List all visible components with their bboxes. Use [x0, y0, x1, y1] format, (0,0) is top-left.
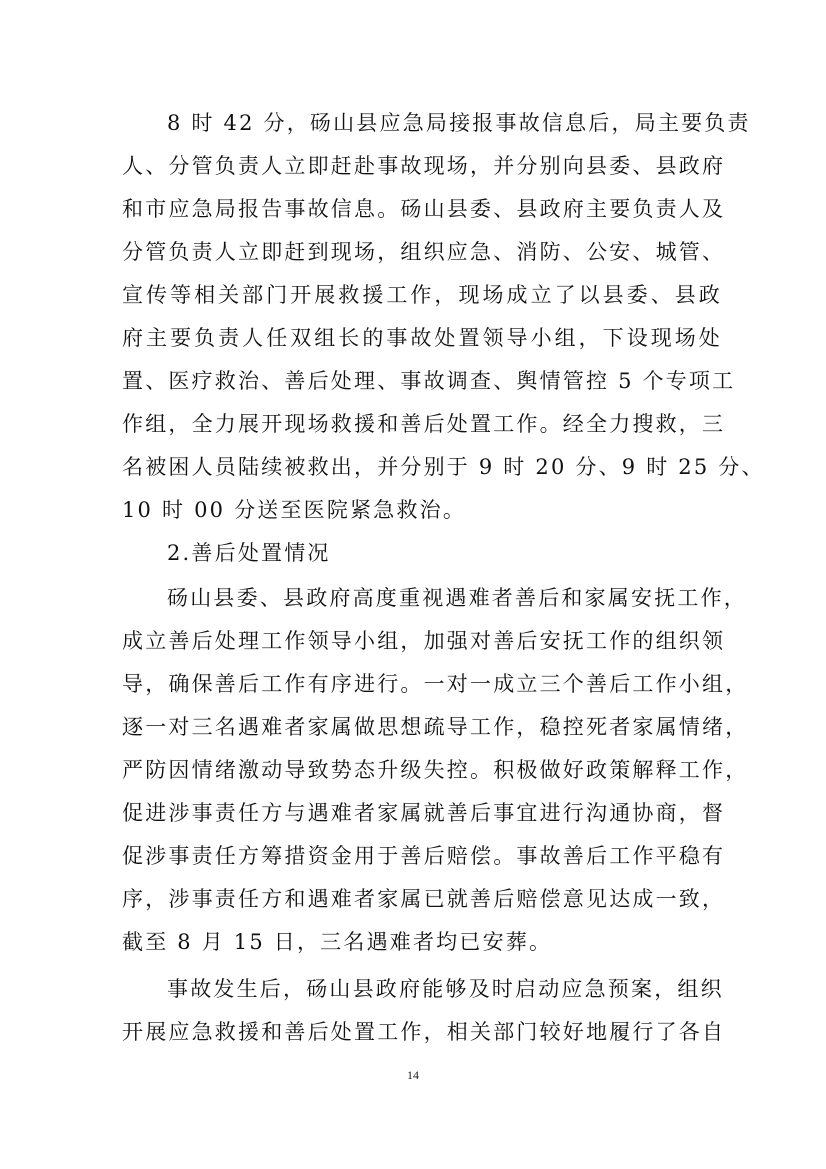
paragraph-2-line-2: 成立善后处理工作领导小组，加强对善后安抚工作的组织领 [122, 629, 726, 653]
paragraph-2-line-9: 截至 8 月 15 日，三名遇难者均已安葬。 [122, 930, 553, 954]
paragraph-2-line-3: 导，确保善后工作有序进行。一对一成立三个善后工作小组， [122, 672, 749, 696]
paragraph-2-line-6: 促进涉事责任方与遇难者家属就善后事宜进行沟通协商，督 [122, 801, 726, 825]
paragraph-1-line-9: 名被困人员陆续被救出，并分别于 9 时 20 分、9 时 25 分、 [122, 455, 765, 479]
paragraph-1-line-8: 作组，全力展开现场救援和善后处置工作。经全力搜救，三 [122, 412, 726, 436]
paragraph-1-line-2: 人、分管负责人立即赶赴事故现场，并分别向县委、县政府 [122, 154, 726, 178]
paragraph-1-line-1: 8 时 42 分，砀山县应急局接报事故信息后，局主要负责 [167, 111, 751, 135]
paragraph-2-line-8: 序，涉事责任方和遇难者家属已就善后赔偿意见达成一致， [122, 887, 726, 911]
paragraph-1-line-7: 置、医疗救治、善后处理、事故调查、舆情管控 5 个专项工 [122, 369, 736, 393]
page-number: 14 [407, 1068, 419, 1082]
paragraph-2-line-4: 逐一对三名遇难者家属做思想疏导工作，稳控死者家属情绪， [122, 715, 749, 739]
paragraph-1-line-5: 宣传等相关部门开展救援工作，现场成立了以县委、县政 [122, 283, 722, 307]
paragraph-1-line-4: 分管负责人立即赶到现场，组织应急、消防、公安、城管、 [122, 240, 726, 264]
paragraph-3-line-1: 事故发生后，砀山县政府能够及时启动应急预案，组织 [167, 977, 724, 1001]
paragraph-2-line-7: 促涉事责任方筹措资金用于善后赔偿。事故善后工作平稳有 [122, 844, 726, 868]
section-heading: 2.善后处置情况 [167, 541, 331, 565]
paragraph-1-line-6: 府主要负责人任双组长的事故处置领导小组，下设现场处 [122, 326, 722, 350]
paragraph-2-line-1: 砀山县委、县政府高度重视遇难者善后和家属安抚工作， [167, 586, 747, 610]
paragraph-2-line-5: 严防因情绪激动导致势态升级失控。积极做好政策解释工作， [122, 758, 749, 782]
paragraph-1-line-10: 10 时 00 分送至医院紧急救治。 [122, 498, 467, 522]
paragraph-3-line-2: 开展应急救援和善后处置工作，相关部门较好地履行了各自 [122, 1020, 726, 1044]
paragraph-1-line-3: 和市应急局报告事故信息。砀山县委、县政府主要负责人及 [122, 197, 726, 221]
